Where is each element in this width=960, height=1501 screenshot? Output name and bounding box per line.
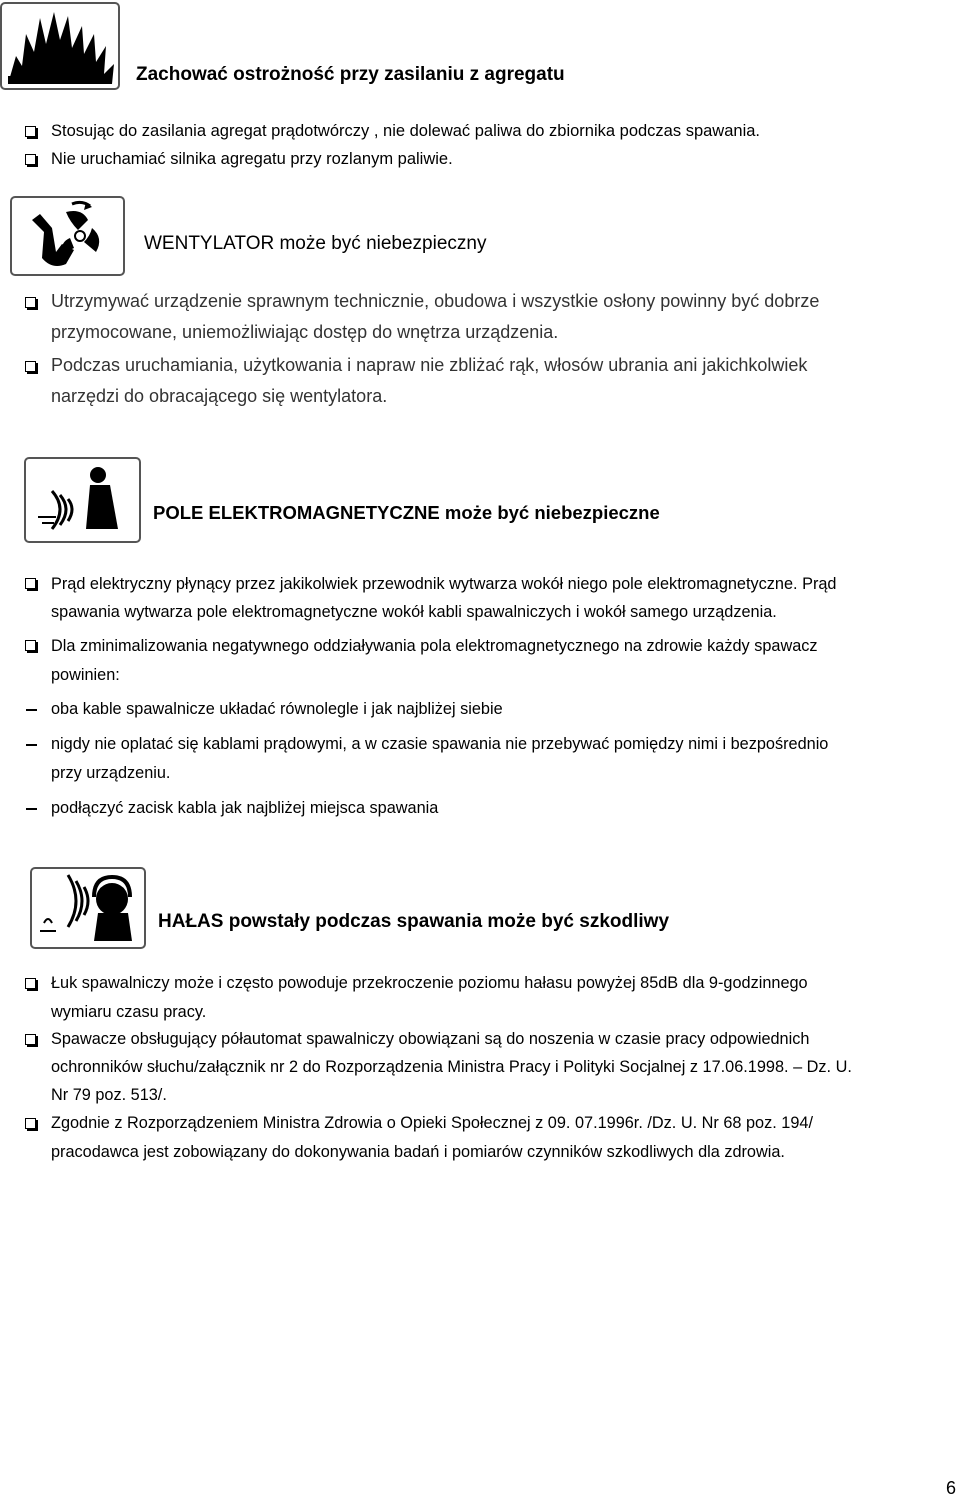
emf-item-2-line-2: powinien: [51,666,120,684]
checkbox-bullet [25,640,36,651]
noise-warning-icon-frame [30,867,146,949]
fan-item-1-line-1: Utrzymywać urządzenie sprawnym technicznie, obudowa i wszystkie osłony powinny być dobrze [51,291,820,311]
checkbox-bullet [25,578,36,589]
emf-warning-icon-frame [24,457,141,543]
fan-item-2-line-2: narzędzi do obracającego się wentylatora. [51,386,388,406]
checkbox-bullet [25,126,36,137]
noise-item-1-line-2: wymiaru czasu pracy. [51,1003,207,1021]
checkbox-bullet [25,978,36,989]
fuel-item-1: Stosując do zasilania agregat prądotwórczy , nie dolewać paliwa do zbiornika podczas spawania. [51,122,760,140]
checkbox-bullet [25,1034,36,1045]
emf-dash-1: oba kable spawalnicze układać równolegle i jak najbliżej siebie [51,700,503,718]
fuel-warning-icon-frame [0,2,120,90]
fan-warning-icon-frame [10,196,125,276]
fan-item-2-line-1: Podczas uruchamiania, użytkowania i napraw nie zbliżać rąk, włosów ubrania ani jakichkolwiek [51,355,808,375]
emf-heading: POLE ELEKTROMAGNETYCZNE może być niebezpieczne [153,502,660,523]
fuel-heading: Zachować ostrożność przy zasilaniu z agregatu [136,64,565,85]
noise-heading: HAŁAS powstały podczas spawania może być szkodliwy [158,911,670,932]
fan-heading: WENTYLATOR może być niebezpieczny [144,233,487,254]
emf-item-1-line-2: spawania wytwarza pole elektromagnetyczne wokół kabli spawalniczych i wokół samego urządzenia. [51,603,777,621]
fan-hand-warning-icon [12,198,123,274]
flame-warning-icon [2,4,118,88]
dash-bullet [26,709,37,711]
checkbox-bullet [25,154,36,165]
noise-item-2-line-1: Spawacze obsługujący półautomat spawalniczy obowiązani są do noszenia w czasie pracy odpowiednich [51,1030,810,1048]
checkbox-bullet [25,1118,36,1129]
checkbox-bullet [25,297,36,308]
page-number: 6 [945,1478,956,1498]
checkbox-bullet [25,361,36,372]
fan-item-1-line-2: przymocowane, uniemożliwiając dostęp do wnętrza urządzenia. [51,322,559,342]
fuel-item-2: Nie uruchamiać silnika agregatu przy rozlanym paliwie. [51,150,453,168]
noise-item-3-line-2: pracodawca jest zobowiązany do dokonywania badań i pomiarów czynników szkodliwych dla zdrowia. [51,1143,785,1161]
electromagnetic-field-icon [26,459,139,541]
dash-bullet [26,808,37,810]
emf-item-2-line-1: Dla zminimalizowania negatywnego oddziaływania pola elektromagnetycznego na zdrowie każdy spawacz [51,637,818,655]
noise-item-2-line-2: ochronników słuchu/załącznik nr 2 do Rozporządzenia Ministra Pracy i Polityki Socjalnej z 17.06.1998. – Dz. U. [51,1058,852,1076]
emf-item-1-line-1: Prąd elektryczny płynący przez jakikolwiek przewodnik wytwarza wokół niego pole elektromagnetyczne. Prąd [51,575,837,593]
hearing-protection-icon [32,869,144,947]
emf-dash-3: podłączyć zacisk kabla jak najbliżej miejsca spawania [51,799,439,817]
noise-item-1-line-1: Łuk spawalniczy może i często powoduje przekroczenie poziomu hałasu powyżej 85dB dla 9-godzinnego [51,974,808,992]
noise-item-2-line-3: Nr 79 poz. 513/. [51,1086,167,1104]
dash-bullet [26,744,37,746]
noise-item-3-line-1: Zgodnie z Rozporządzeniem Ministra Zdrowia o Opieki Społecznej z 09. 07.1996r. /Dz. U. Nr 68 poz. 194/ [51,1114,813,1132]
emf-dash-2-line-1: nigdy nie oplatać się kablami prądowymi, a w czasie spawania nie przebywać pomiędzy nimi i bezpośrednio [51,735,829,753]
emf-dash-2-line-2: przy urządzeniu. [51,764,171,782]
